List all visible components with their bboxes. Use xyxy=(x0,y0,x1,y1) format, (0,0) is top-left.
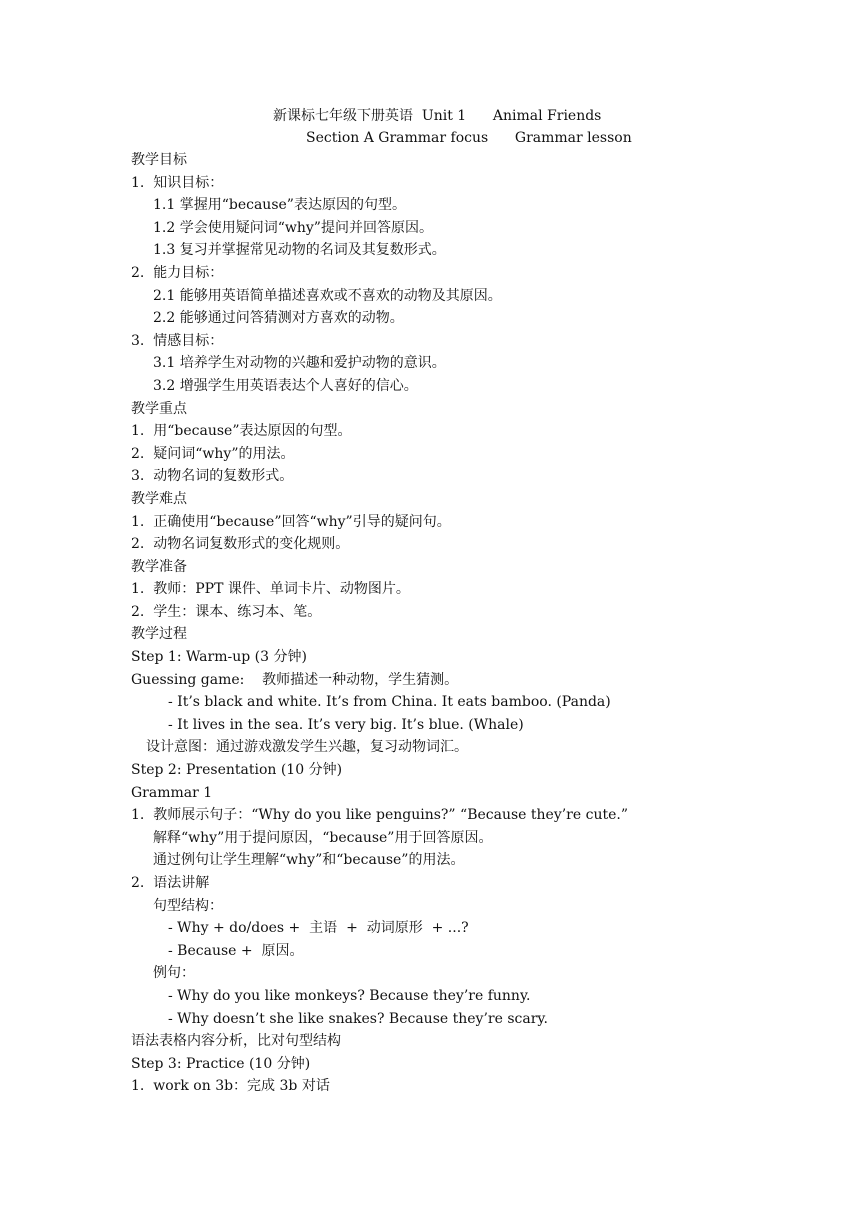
text-line: - It’s black and white. It’s from China. It eats bamboo. (Panda) xyxy=(168,694,611,711)
text-line: 1. 教师展示句子：“Why do you like penguins?” “Because they’re cute.” xyxy=(131,807,628,824)
text-line: - Why do you like monkeys? Because they’re funny. xyxy=(168,987,531,1004)
text-line: Step 2: Presentation (10 分钟) xyxy=(131,762,343,779)
text-line: 1.1 掌握用“because”表达原因的句型。 xyxy=(153,197,406,214)
text-line: - It lives in the sea. It’s very big. It’s blue. (Whale) xyxy=(168,716,524,733)
text-line: 1. 用“because”表达原因的句型。 xyxy=(131,423,352,440)
text-line: 2.2 能够通过问答猜测对方喜欢的动物。 xyxy=(153,310,404,327)
text-line: 3.1 培养学生对动物的兴趣和爱护动物的意识。 xyxy=(153,355,446,372)
text-line: 2. 学生：课本、练习本、笔。 xyxy=(131,603,322,620)
text-line: 1.3 复习并掌握常见动物的名词及其复数形式。 xyxy=(153,242,446,259)
text-line: 1. 知识目标： xyxy=(131,174,224,191)
text-line: 2.1 能够用英语简单描述喜欢或不喜欢的动物及其原因。 xyxy=(153,287,502,304)
text-line: Step 3: Practice (10 分钟) xyxy=(131,1055,311,1072)
document-title: 新课标七年级下册英语 Unit 1 Animal Friends xyxy=(273,108,602,124)
text-line: 3. 情感目标： xyxy=(131,332,224,349)
text-line: 通过例句让学生理解“why”和“because”的用法。 xyxy=(153,852,465,869)
text-line: 3. 动物名词的复数形式。 xyxy=(131,468,294,485)
text-line: Guessing game: 教师描述一种动物，学生猜测。 xyxy=(131,671,459,688)
text-line: 教学目标 xyxy=(131,152,187,168)
text-line: 设计意图：通过游戏激发学生兴趣，复习动物词汇。 xyxy=(146,739,468,756)
text-line: - Why doesn’t she like snakes? Because they’re scary. xyxy=(168,1010,548,1027)
text-line: 1. work on 3b：完成 3b 对话 xyxy=(131,1078,330,1095)
text-line: 2. 语法讲解 xyxy=(131,875,210,891)
text-line: 2. 疑问词“why”的用法。 xyxy=(131,445,295,462)
document-subtitle: Section A Grammar focus Grammar lesson xyxy=(306,130,632,146)
text-line: 1. 正确使用“because”回答“why”引导的疑问句。 xyxy=(131,513,451,530)
text-line: Step 1: Warm-up (3 分钟) xyxy=(131,649,307,666)
text-line: 1.2 学会使用疑问词“why”提问并回答原因。 xyxy=(153,219,433,236)
text-line: Grammar 1 xyxy=(131,784,213,801)
text-line: 句型结构： xyxy=(153,897,223,914)
lesson-plan-body xyxy=(131,149,831,1098)
text-line: 语法表格内容分析，比对句型结构 xyxy=(131,1033,341,1050)
text-line: - Why + do/does + 主语 + 动词原形 + ...? xyxy=(168,920,469,937)
text-line: 教学过程 xyxy=(131,626,187,643)
text-line: 教学准备 xyxy=(131,558,187,575)
text-line: 教学难点 xyxy=(131,490,187,507)
text-line: 教学重点 xyxy=(131,400,187,417)
text-line: 3.2 增强学生用英语表达个人喜好的信心。 xyxy=(153,377,418,394)
text-line: 例句： xyxy=(153,965,195,982)
text-line: 1. 教师：PPT 课件、单词卡片、动物图片。 xyxy=(131,581,410,598)
text-line: 2. 动物名词复数形式的变化规则。 xyxy=(131,536,350,553)
text-line: 解释“why”用于提问原因，“because”用于回答原因。 xyxy=(153,829,493,846)
text-line: 2. 能力目标： xyxy=(131,264,224,281)
text-line: - Because + 原因。 xyxy=(168,942,304,959)
